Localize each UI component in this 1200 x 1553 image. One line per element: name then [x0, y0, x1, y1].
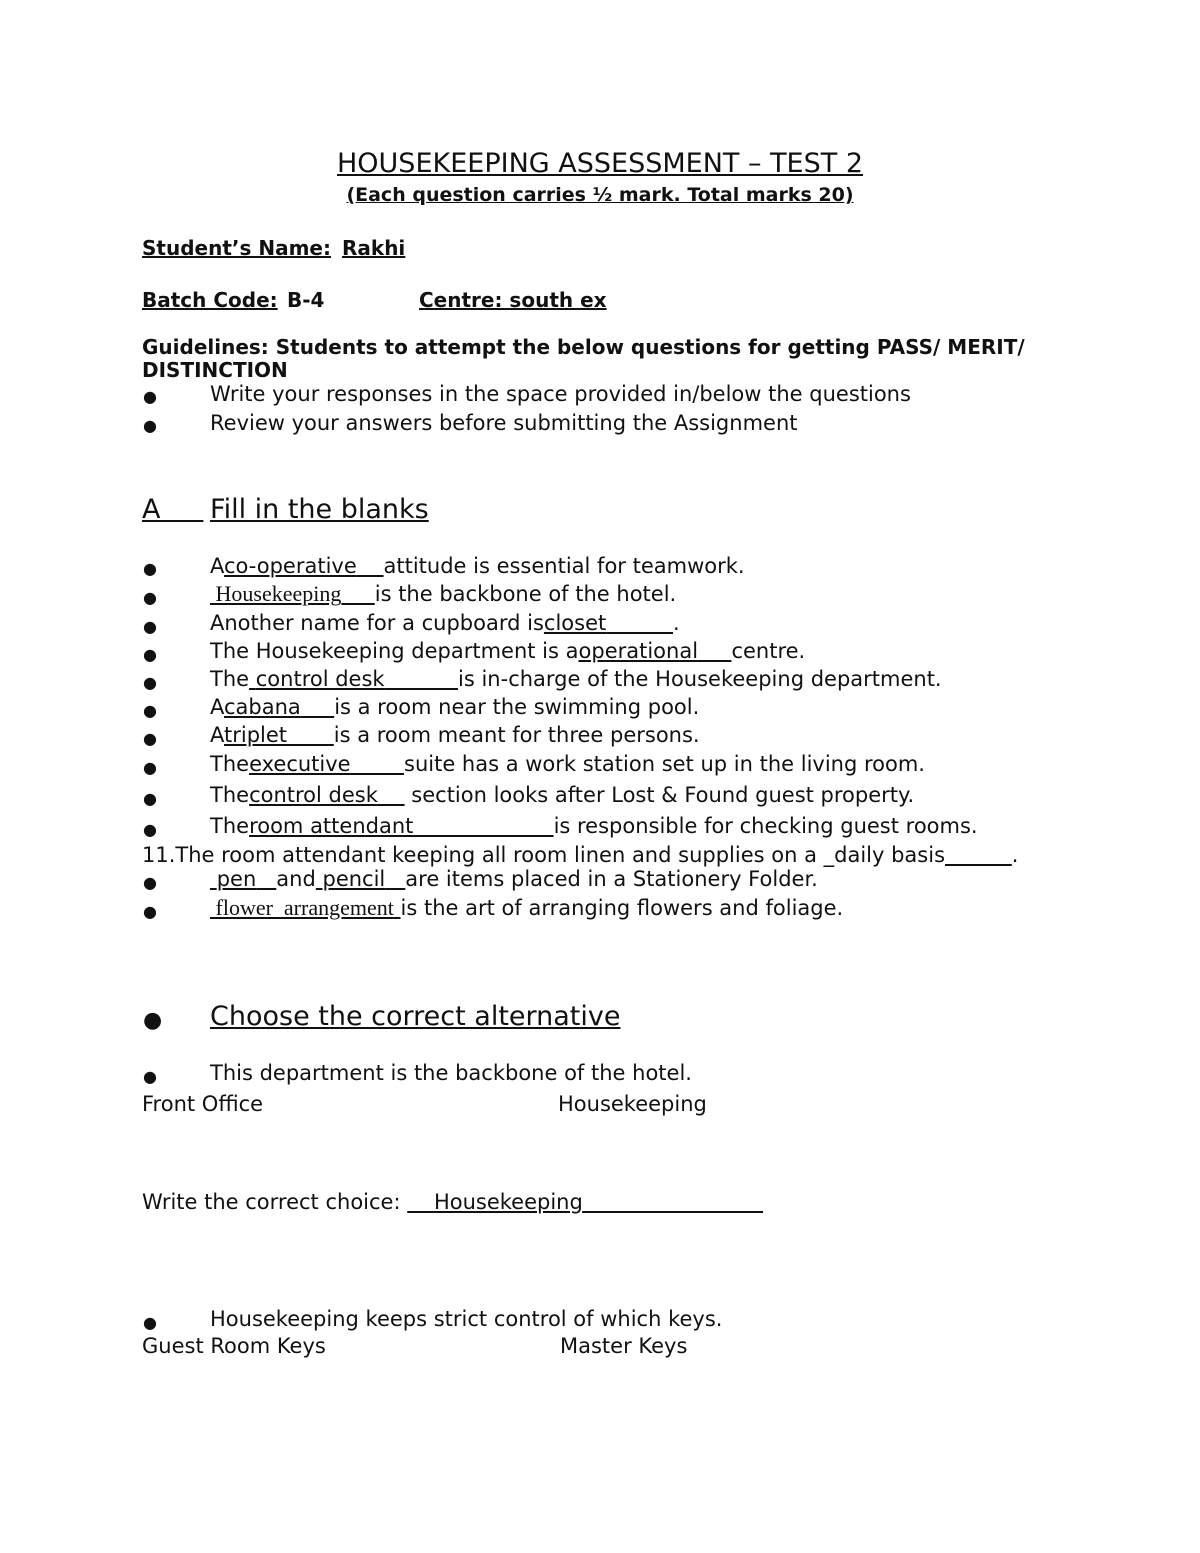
- question-13: flower arrangement is the art of arranging flowers and foliage.: [215, 895, 844, 920]
- question-8: Theexecutive suite has a work station set up in the living room.: [210, 752, 925, 776]
- answer-10: room attendant: [249, 814, 414, 838]
- question-10: Theroom attendant is responsible for checking guest rooms.: [210, 814, 978, 838]
- bullet-icon: ●: [143, 387, 157, 406]
- section-a-letter: A: [142, 494, 161, 525]
- section-b-title: Choose the correct alternative: [210, 1001, 621, 1032]
- answer-12b: pencil: [322, 867, 386, 891]
- bullet-icon: ●: [143, 559, 157, 578]
- bullet-icon: ●: [143, 701, 157, 720]
- question-1: Aco-operative attitude is essential for teamwork.: [210, 554, 745, 578]
- bullet-icon: ●: [143, 416, 157, 435]
- student-name-label: Student’s Name:: [142, 236, 331, 260]
- guidelines-line2: DISTINCTION: [142, 358, 288, 382]
- mcq-2-option-2: Master Keys: [560, 1334, 688, 1358]
- section-a-title: Fill in the blanks: [210, 494, 429, 525]
- answer-3: closet: [543, 611, 607, 635]
- batch-code-label: Batch Code:: [142, 288, 278, 312]
- assessment-title: HOUSEKEEPING ASSESSMENT – TEST 2: [336, 148, 864, 179]
- mcq-1-option-2: Housekeeping: [558, 1092, 707, 1116]
- guideline-item: Review your answers before submitting the Assignment: [210, 411, 798, 435]
- student-name-value: Rakhi: [342, 236, 406, 260]
- bullet-icon: ●: [143, 820, 157, 839]
- bullet-icon: ●: [143, 1313, 157, 1332]
- guideline-item: Write your responses in the space provided in/below the questions: [210, 382, 911, 406]
- batch-code-value: B-4: [287, 288, 325, 312]
- answer-1: co-operative: [224, 554, 357, 578]
- answer-6: cabana: [224, 695, 301, 719]
- question-9: Thecontrol desk section looks after Lost & Found guest property.: [210, 783, 915, 807]
- mcq-1-question: This department is the backbone of the hotel.: [210, 1061, 692, 1085]
- answer-9: control desk: [249, 783, 378, 807]
- bullet-icon: ●: [143, 617, 157, 636]
- bullet-icon: ●: [143, 789, 157, 808]
- mcq-2-option-1: Guest Room Keys: [142, 1334, 326, 1358]
- mcq-2-question: Housekeeping keeps strict control of which keys.: [210, 1307, 723, 1331]
- question-3: Another name for a cupboard iscloset .: [210, 611, 680, 635]
- question-11: 11.The room attendant keeping all room linen and supplies on a _daily basis .: [142, 843, 1019, 867]
- question-6: Acabana is a room near the swimming pool.: [210, 695, 700, 719]
- answer-7: triplet: [224, 723, 288, 747]
- centre-label: Centre: south ex: [419, 288, 607, 312]
- question-12: pen and pencil are items placed in a Stationery Folder.: [216, 867, 818, 891]
- bullet-icon: ●: [143, 873, 157, 892]
- bullet-icon: ●: [143, 902, 157, 921]
- bullet-icon: ●: [143, 758, 157, 777]
- question-7: Atriplet is a room meant for three persons.: [210, 723, 700, 747]
- bullet-icon: ●: [143, 645, 157, 664]
- answer-2: Housekeeping: [215, 581, 342, 606]
- bullet-icon: ●: [143, 729, 157, 748]
- guidelines-line1: Guidelines: Students to attempt the below questions for getting PASS/ MERIT/: [142, 335, 1025, 359]
- question-2: Housekeeping is the backbone of the hotel.: [215, 581, 677, 606]
- mcq-1-option-1: Front Office: [142, 1092, 264, 1116]
- answer-4: operational: [578, 639, 699, 663]
- question-4: The Housekeeping department is aoperational centre.: [210, 639, 806, 663]
- mcq-1-answer-line: Write the correct choice: Housekeeping: [142, 1190, 583, 1214]
- answer-8: executive: [249, 752, 351, 776]
- question-5: The control desk is in-charge of the Housekeeping department.: [210, 667, 942, 691]
- answer-12a: pen: [216, 867, 257, 891]
- bullet-icon: ●: [143, 588, 157, 607]
- answer-13: flower arrangement: [215, 895, 394, 920]
- bullet-icon: ●: [143, 673, 157, 692]
- answer-5: control desk: [255, 667, 385, 691]
- marks-subtitle: (Each question carries ½ mark. Total marks 20): [346, 184, 854, 206]
- mcq-1-answer: Housekeeping: [433, 1190, 583, 1214]
- bullet-icon: ●: [143, 1008, 163, 1033]
- bullet-icon: ●: [143, 1067, 157, 1086]
